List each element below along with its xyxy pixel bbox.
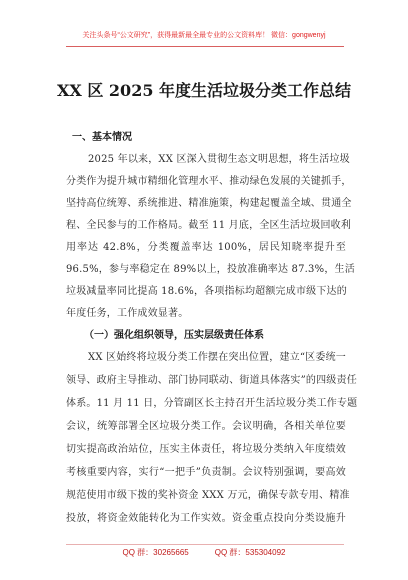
subsection-heading: （一）强化组织领导，压实层级责任体系 <box>84 330 264 341</box>
paragraph-line: 体系。11 月 11 日，分管副区长主持召开生活垃圾分类工作专题 <box>66 398 358 409</box>
header-divider <box>66 46 344 47</box>
paragraph-line: 用率达 42.8%，分类覆盖率达 100%，居民知晓率提升至 <box>66 242 346 253</box>
paragraph-line: 分类作为提升城市精细化管理水平、推动绿色发展的关键抓手， <box>66 176 352 187</box>
paragraph-line: 96.5%，参与率稳定在 89%以上，投放准确率达 87.3%，生活 <box>66 264 355 275</box>
paragraph-line: 规范使用市级下拨的奖补资金 XXX 万元，确保专款专用、精准 <box>66 490 350 501</box>
paragraph-line: 程、全民参与的工作格局。截至 11 月底，全区生活垃圾回收利 <box>66 220 352 231</box>
section-heading-basic: 一、基本情况 <box>72 132 132 143</box>
promo-banner: 关注头条号“公文研究”，获得最新最全最专业的公文资料库！ 微信：gongwenyj <box>82 32 326 39</box>
paragraph-line: 考核重要内容，实行“一把手”负责制。会议特别强调，要高效 <box>66 467 346 478</box>
paragraph-line: 领导、政府主导推动、部门协同联动、街道具体落实”的四级责任 <box>66 375 357 386</box>
footer-qq-group-2: QQ 群：535304092 <box>214 548 286 557</box>
paragraph-line: 2025 年以来，XX 区深入贯彻生态文明思想，将生活垃圾 <box>88 154 350 165</box>
footer <box>0 547 408 558</box>
footer-divider <box>66 544 344 545</box>
paragraph-line: 垃圾减量率同比提高 18.6%，各项指标均超额完成市级下达的 <box>66 286 347 297</box>
paragraph-line: 年度任务，工作成效显著。 <box>66 308 189 319</box>
document-title: XX 区 2025 年度生活垃圾分类工作总结 <box>56 81 352 100</box>
footer-qq-group-1: QQ 群：30265665 <box>122 548 189 557</box>
paragraph-line: XX 区始终将垃圾分类工作摆在突出位置，建立“区委统一 <box>88 352 346 363</box>
paragraph-line: 坚持高位统筹、系统推进、精准施策，构建起覆盖全域、贯通全 <box>66 198 352 209</box>
paragraph-line: 会议，统筹部署全区垃圾分类工作。会议明确，各相关单位要 <box>66 421 346 432</box>
paragraph-line: 投放，将资金效能转化为工作实效。资金重点投向分类设施升 <box>66 513 346 524</box>
paragraph-line: 切实提高政治站位，压实主体责任，将垃圾分类纳入年度绩效 <box>66 444 346 455</box>
